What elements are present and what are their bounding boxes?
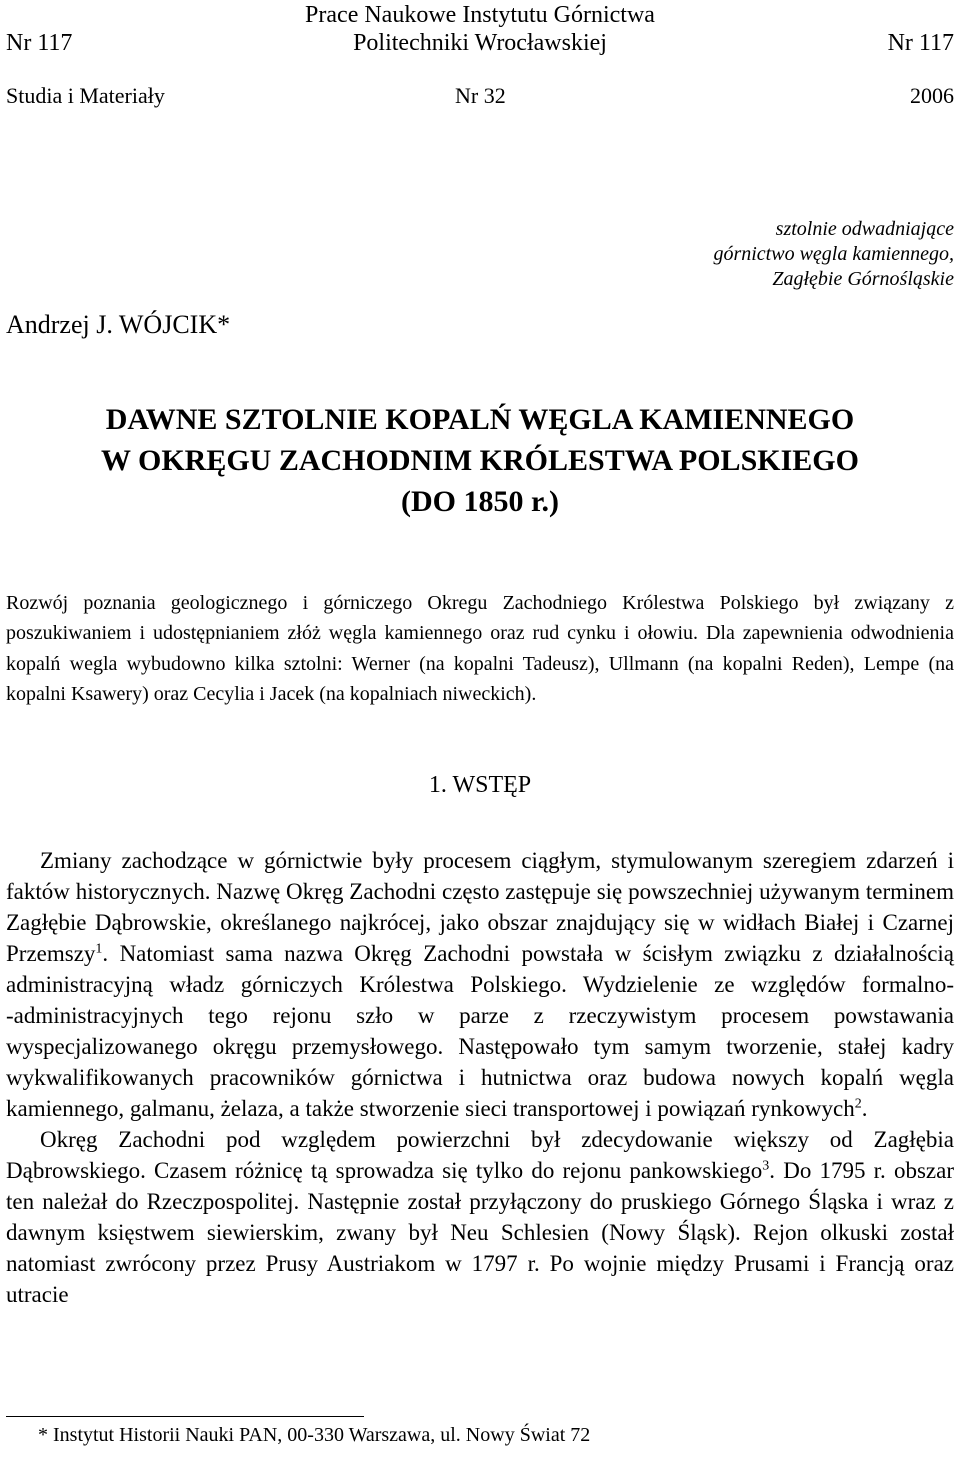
paragraph-1-end: . [861, 1096, 868, 1121]
year: 2006 [910, 83, 954, 108]
title-line-2: W OKRĘGU ZACHODNIM KRÓLESTWA POLSKIEGO [101, 444, 859, 477]
series-number: Nr 32 [455, 83, 506, 108]
keyword-1: sztolnie odwadniające [775, 218, 954, 240]
title-line-3: (DO 1850 r.) [400, 485, 560, 518]
title-line-1: DAWNE SZTOLNIE KOPALŃ WĘGLA KAMIENNEGO [105, 403, 855, 436]
footnote-rule [6, 1416, 364, 1417]
journal-line-2: Politechniki Wrocławskiej [353, 30, 607, 56]
issue-number-left: Nr 117 [6, 30, 73, 56]
abstract: Rozwój poznania geologicznego i górniczego Okregu Zachodniego Królestwa Polskiego był związany z poszukiwaniem i udostępnianiem złóż węgla kamiennego oraz rud cynku i ołowiu. Dla zapewnienia odwodnienia kopalń wegla wybudowno kilka sztolni: Werner (na kopalni Tadeusz), Ullmann (na kopalni Reden), Lempe (na kopalni Ksawery) oraz Cecylia i Jacek (na kopalniach niweckich). [6, 592, 954, 706]
keyword-3: Zagłębie Górnośląskie [772, 268, 954, 290]
issue-number-right: Nr 117 [887, 30, 954, 56]
series-name: Studia i Materiały [6, 83, 165, 108]
paragraph-2-text: Okręg Zachodni pod względem powierzchni był zdecydowanie większy od Zagłębia Dąbrowskiego. Czasem różnicę tą sprowadza się tylko do rejonu pankowskiego [6, 1127, 954, 1183]
section-heading: 1. WSTĘP [428, 772, 532, 798]
footnote: * Instytut Historii Nauki PAN, 00-330 Warszawa, ul. Nowy Świat 72 [38, 1424, 591, 1446]
footnote-ref-2: 2 [854, 1096, 862, 1112]
journal-line-1: Prace Naukowe Instytutu Górnictwa [305, 2, 655, 28]
footnote-ref-1: 1 [95, 941, 103, 957]
paragraph-1 [6, 845, 954, 1124]
keyword-2: górnictwo węgla kamiennego, [713, 243, 954, 265]
paragraph-2 [6, 1124, 954, 1310]
paragraph-2-text-cont: . Do 1795 r. obszar ten należał do Rzeczpospolitej. Następnie został przyłączony do pruskiego Górnego Śląska i wraz z dawnym księstwem siewierskim, zwany był Neu Schlesien (Nowy Śląsk). Rejon olkuski został natomiast zwrócony przez Prusy Austriakom w 1797 r. Po wojnie między Prusami i Francją oraz utracie [6, 1158, 954, 1307]
paragraph-1-text-cont: . Natomiast sama nazwa Okręg Zachodni powstała w ścisłym związku z działalnością administracyjną władz górniczych Królestwa Polskiego. Wydzielenie ze względów formalno-‑administracyjnych tego rejonu szło w parze z rzeczywistym procesem powstawania wyspecjalizowanego okręgu przemysłowego. Następowało tym samym tworzenie, stałej kadry wykwalifikowanych pracowników górnictwa i hutnictwa oraz budowa nowych kopalń węgla kamiennego, galmanu, żelaza, a także stworzenie sieci transportowej i powiązań rynkowych [6, 941, 954, 1121]
body-text [6, 845, 954, 1310]
author: Andrzej J. WÓJCIK* [6, 310, 231, 339]
footnote-ref-3: 3 [762, 1158, 770, 1174]
paragraph-1-text: Zmiany zachodzące w górnictwie były procesem ciągłym, stymulowanym szeregiem zdarzeń i faktów historycznych. Nazwę Okręg Zachodni często zastępuje się powszechniej używanym terminem Zagłębie Dąbrowskie, określanego najkrócej, jako obszar znajdujący się w widłach Białej i Czarnej Przemszy [6, 848, 954, 966]
